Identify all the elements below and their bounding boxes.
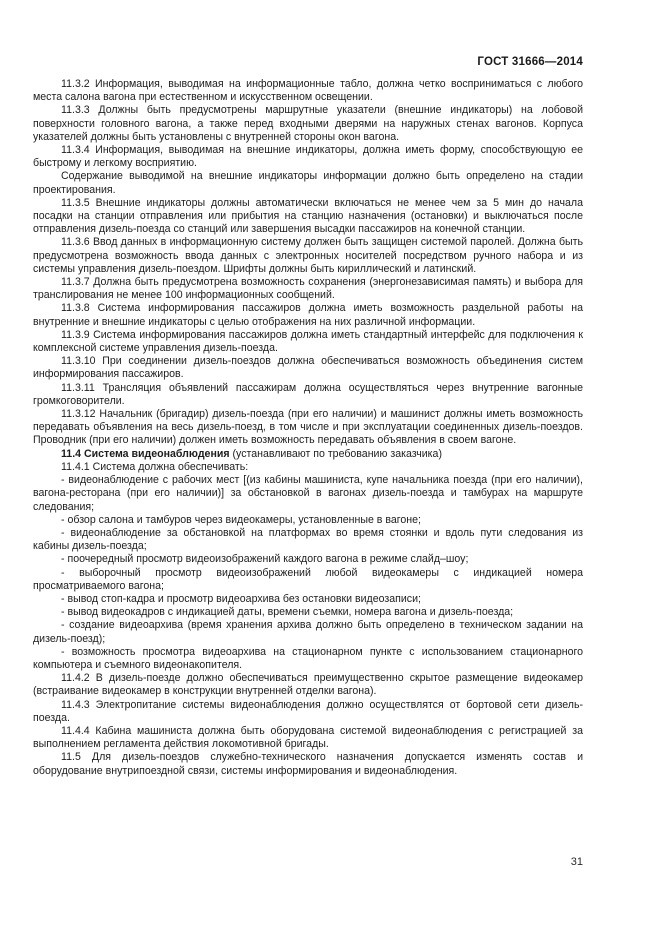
paragraph-text: (устанавливают по требованию заказчика) [229, 447, 442, 460]
paragraph [33, 197, 583, 237]
paragraph [33, 553, 583, 566]
paragraph [33, 725, 583, 751]
paragraph [33, 527, 583, 553]
paragraph-text: - видеонаблюдение за обстановкой на платформах во время стоянки и вдоль пути следования из кабины дизель-поезда; [33, 526, 583, 553]
paragraph [33, 329, 583, 355]
document-body [33, 78, 583, 778]
paragraph-text: 11.3.10 При соединении дизель-поездов должна обеспечиваться возможность объединения систем информирования пассажиров. [33, 355, 583, 381]
paragraph [33, 302, 583, 328]
section-heading-paragraph [33, 448, 583, 461]
paragraph [33, 104, 583, 144]
paragraph [33, 646, 583, 672]
paragraph [33, 461, 583, 474]
paragraph [33, 699, 583, 725]
paragraph-text: - вывод стоп-кадра и просмотр видеоархива без остановки видеозаписи; [61, 592, 421, 605]
paragraph-text: 11.5 Для дизель-поездов служебно-технического назначения допускается изменять состав и оборудование внутрипоездной связи, системы информирования и видеонаблюдения. [33, 751, 583, 777]
paragraph-text: - возможность просмотра видеоархива на стационарном пункте с использованием стационарного компьютера и съемного видеонакопителя. [33, 645, 583, 671]
paragraph [33, 474, 583, 514]
paragraph-text: 11.3.4 Информация, выводимая на внешние индикаторы, должна иметь форму, способствующую ее быстрому и легкому восприятию. [33, 144, 583, 170]
paragraph-text: 11.3.6 Ввод данных в информационную систему должен быть защищен системой паролей. Должна быть предусмотрена возможность ввода данных с электронных носителей посредством ручного набора и из системы управления дизель-поездом. Шрифты должны быть кириллический и латинский. [33, 236, 583, 275]
document-header-standard-number: ГОСТ 31666—2014 [477, 56, 583, 68]
paragraph-text: 11.3.2 Информация, выводимая на информационные табло, должна четко восприниматься с любого места салона вагона при естественном и искусственном освещении. [33, 78, 583, 104]
paragraph-text: 11.3.9 Система информирования пассажиров должна иметь стандартный интерфейс для подключения к комплексной системе управления дизель-поезда. [33, 328, 583, 355]
paragraph-text: 11.4.2 В дизель-поезде должно обеспечиваться преимущественно скрытое размещение видеокамер (встраивание видеокамер в конструкции внутренней отделки вагона). [33, 672, 583, 698]
paragraph [33, 276, 583, 302]
paragraph [33, 606, 583, 619]
paragraph-text: - поочередный просмотр видеоизображений каждого вагона в режиме слайд–шоу; [61, 553, 469, 566]
paragraph [33, 144, 583, 170]
paragraph [33, 751, 583, 777]
paragraph-text: 11.3.11 Трансляция объявлений пассажирам должна осуществляться через внутренние вагонные громкоговорители. [33, 381, 583, 407]
paragraph-text: 11.3.7 Должна быть предусмотрена возможность сохранения (энергонезависимая память) и выбора для транслирования не менее 100 информационных сообщений. [33, 276, 583, 302]
paragraph-text: - создание видеоархива (время хранения архива должно быть определено в техническом задании на дизель-поезд); [33, 619, 583, 645]
paragraph-text: Содержание выводимой на внешние индикаторы информации должно быть определено на стадии проектирования. [33, 170, 583, 196]
paragraph-text: 11.4.4 Кабина машиниста должна быть оборудована системой видеонаблюдения с регистрацией за выполнением регламента действия локомотивной бригады. [33, 724, 583, 751]
paragraph-text: 11.3.8 Система информирования пассажиров должна иметь возможность раздельной работы на внутренние и внешние индикаторы с целью отображения на них различной информации. [33, 302, 583, 328]
paragraph-bold-text: 11.4 Система видеонаблюдения [61, 447, 230, 460]
paragraph-text: - видеонаблюдение с рабочих мест [(из кабины машиниста, купе начальника поезда (при его наличии), вагона-ресторана (при его наличии)] за обстановкой в вагонах дизель-поезда и тамбурах на маршруте следования; [33, 474, 583, 513]
paragraph-text: 11.4.3 Электропитание системы видеонаблюдения должно осуществлятся от бортовой сети дизель-поезда. [33, 698, 583, 724]
paragraph [33, 514, 583, 527]
paragraph-text: 11.3.3 Должны быть предусмотрены маршрутные указатели (внешние индикаторы) на лобовой поверхности головного вагона, а также перед входными дверями на наружных стенах вагонов. Корпуса указателей должны быть установлены с внутренней стороны окон вагона. [33, 104, 583, 143]
paragraph [33, 355, 583, 381]
paragraph-text: 11.3.12 Начальник (бригадир) дизель-поезда (при его наличии) и машинист должны иметь возможность передавать объявления на весь дизель-поезд, в том числе и при эксплуатации соединенных дизель-поездов. Проводник (при его наличии) должен иметь возможность передавать объявления в своем вагоне. [33, 408, 583, 447]
paragraph [33, 170, 583, 196]
paragraph [33, 236, 583, 276]
paragraph [33, 567, 583, 593]
paragraph-text: - обзор салона и тамбуров через видеокамеры, установленные в вагоне; [61, 513, 421, 526]
paragraph [33, 672, 583, 698]
paragraph-text: 11.4.1 Система должна обеспечивать: [61, 460, 249, 473]
paragraph-text: - вывод видеокадров с индикацией даты, времени съемки, номера вагона и дизель-поезда; [61, 606, 514, 619]
paragraph [33, 593, 583, 606]
paragraph [33, 619, 583, 645]
paragraph-text: - выборочный просмотр видеоизображений любой видеокамеры с индикацией номера просматриваемого вагона; [33, 566, 583, 592]
paragraph [33, 78, 583, 104]
paragraph [33, 408, 583, 448]
page-number: 31 [570, 856, 583, 868]
paragraph [33, 382, 583, 408]
paragraph-text: 11.3.5 Внешние индикаторы должны автоматически включаться не менее чем за 5 мин до начала посадки на станции отправления или прибытия на станцию назначения (остановки) и выключаться после отправления дизель-поезда со станций или завершения высадки пассажиров на конечной станции. [33, 196, 583, 236]
